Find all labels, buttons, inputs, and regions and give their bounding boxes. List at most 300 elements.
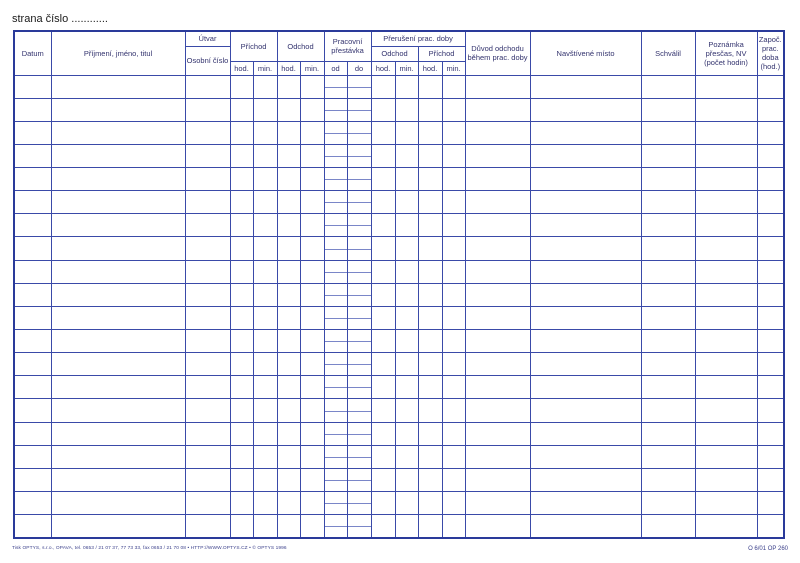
cell-odchod-min[interactable]	[300, 75, 324, 98]
cell-odchod-hod[interactable]	[277, 445, 300, 468]
cell-datum[interactable]	[14, 492, 51, 515]
cell-jmeno[interactable]	[51, 75, 185, 98]
cell-preruseni-prichod-hod[interactable]	[418, 214, 442, 237]
cell-preruseni-odchod-min[interactable]	[395, 515, 418, 538]
cell-datum[interactable]	[14, 306, 51, 329]
cell-utvar[interactable]	[185, 306, 230, 329]
cell-poznamka[interactable]	[695, 515, 757, 538]
cell-navstivene[interactable]	[530, 121, 641, 144]
cell-prichod-min[interactable]	[253, 144, 277, 167]
cell-preruseni-odchod-min[interactable]	[395, 376, 418, 399]
cell-duvod[interactable]	[465, 283, 530, 306]
cell-zapoc[interactable]	[757, 468, 784, 491]
cell-preruseni-odchod-min[interactable]	[395, 168, 418, 191]
cell-datum[interactable]	[14, 445, 51, 468]
cell-poznamka[interactable]	[695, 306, 757, 329]
cell-odchod-hod[interactable]	[277, 121, 300, 144]
cell-prichod-min[interactable]	[253, 445, 277, 468]
cell-preruseni-prichod-hod[interactable]	[418, 376, 442, 399]
cell-utvar[interactable]	[185, 330, 230, 353]
cell-zapoc[interactable]	[757, 237, 784, 260]
cell-prestavka-do[interactable]	[347, 330, 371, 353]
cell-duvod[interactable]	[465, 492, 530, 515]
cell-poznamka[interactable]	[695, 422, 757, 445]
cell-schvalil[interactable]	[641, 445, 695, 468]
cell-prichod-hod[interactable]	[230, 468, 253, 491]
cell-jmeno[interactable]	[51, 445, 185, 468]
cell-preruseni-odchod-min[interactable]	[395, 306, 418, 329]
cell-poznamka[interactable]	[695, 353, 757, 376]
cell-zapoc[interactable]	[757, 214, 784, 237]
cell-duvod[interactable]	[465, 214, 530, 237]
cell-odchod-min[interactable]	[300, 121, 324, 144]
cell-prestavka-od[interactable]	[324, 515, 347, 538]
cell-odchod-min[interactable]	[300, 445, 324, 468]
cell-preruseni-prichod-min[interactable]	[442, 168, 465, 191]
cell-preruseni-prichod-hod[interactable]	[418, 191, 442, 214]
cell-preruseni-prichod-min[interactable]	[442, 98, 465, 121]
cell-utvar[interactable]	[185, 468, 230, 491]
cell-jmeno[interactable]	[51, 376, 185, 399]
cell-odchod-hod[interactable]	[277, 399, 300, 422]
cell-prichod-hod[interactable]	[230, 515, 253, 538]
cell-duvod[interactable]	[465, 422, 530, 445]
cell-poznamka[interactable]	[695, 260, 757, 283]
cell-jmeno[interactable]	[51, 98, 185, 121]
cell-preruseni-odchod-min[interactable]	[395, 353, 418, 376]
cell-duvod[interactable]	[465, 515, 530, 538]
cell-preruseni-prichod-hod[interactable]	[418, 445, 442, 468]
cell-preruseni-prichod-hod[interactable]	[418, 168, 442, 191]
cell-odchod-min[interactable]	[300, 306, 324, 329]
cell-preruseni-odchod-hod[interactable]	[371, 168, 395, 191]
cell-odchod-hod[interactable]	[277, 144, 300, 167]
cell-poznamka[interactable]	[695, 492, 757, 515]
cell-schvalil[interactable]	[641, 214, 695, 237]
cell-poznamka[interactable]	[695, 330, 757, 353]
cell-zapoc[interactable]	[757, 376, 784, 399]
cell-poznamka[interactable]	[695, 237, 757, 260]
cell-odchod-hod[interactable]	[277, 422, 300, 445]
cell-zapoc[interactable]	[757, 399, 784, 422]
cell-duvod[interactable]	[465, 168, 530, 191]
cell-poznamka[interactable]	[695, 98, 757, 121]
cell-datum[interactable]	[14, 468, 51, 491]
cell-prestavka-od[interactable]	[324, 376, 347, 399]
cell-jmeno[interactable]	[51, 468, 185, 491]
cell-navstivene[interactable]	[530, 399, 641, 422]
cell-prestavka-od[interactable]	[324, 306, 347, 329]
cell-zapoc[interactable]	[757, 75, 784, 98]
cell-utvar[interactable]	[185, 422, 230, 445]
cell-zapoc[interactable]	[757, 144, 784, 167]
cell-prestavka-do[interactable]	[347, 144, 371, 167]
cell-duvod[interactable]	[465, 330, 530, 353]
cell-poznamka[interactable]	[695, 376, 757, 399]
cell-preruseni-odchod-hod[interactable]	[371, 492, 395, 515]
cell-odchod-hod[interactable]	[277, 515, 300, 538]
cell-prestavka-od[interactable]	[324, 121, 347, 144]
cell-datum[interactable]	[14, 75, 51, 98]
cell-prestavka-od[interactable]	[324, 191, 347, 214]
cell-datum[interactable]	[14, 330, 51, 353]
cell-preruseni-prichod-hod[interactable]	[418, 75, 442, 98]
cell-schvalil[interactable]	[641, 306, 695, 329]
cell-preruseni-odchod-hod[interactable]	[371, 353, 395, 376]
cell-prichod-min[interactable]	[253, 306, 277, 329]
cell-odchod-hod[interactable]	[277, 283, 300, 306]
cell-jmeno[interactable]	[51, 492, 185, 515]
cell-datum[interactable]	[14, 283, 51, 306]
cell-prichod-min[interactable]	[253, 121, 277, 144]
cell-preruseni-prichod-min[interactable]	[442, 121, 465, 144]
cell-odchod-min[interactable]	[300, 98, 324, 121]
cell-jmeno[interactable]	[51, 214, 185, 237]
cell-navstivene[interactable]	[530, 306, 641, 329]
cell-utvar[interactable]	[185, 121, 230, 144]
cell-preruseni-prichod-hod[interactable]	[418, 144, 442, 167]
cell-preruseni-odchod-min[interactable]	[395, 260, 418, 283]
cell-schvalil[interactable]	[641, 237, 695, 260]
cell-preruseni-prichod-min[interactable]	[442, 260, 465, 283]
cell-prestavka-od[interactable]	[324, 75, 347, 98]
cell-prichod-hod[interactable]	[230, 306, 253, 329]
cell-duvod[interactable]	[465, 468, 530, 491]
cell-prestavka-do[interactable]	[347, 399, 371, 422]
cell-prestavka-do[interactable]	[347, 75, 371, 98]
cell-utvar[interactable]	[185, 283, 230, 306]
cell-prestavka-do[interactable]	[347, 98, 371, 121]
cell-prichod-min[interactable]	[253, 75, 277, 98]
cell-preruseni-prichod-hod[interactable]	[418, 353, 442, 376]
cell-utvar[interactable]	[185, 515, 230, 538]
cell-odchod-hod[interactable]	[277, 98, 300, 121]
cell-preruseni-odchod-hod[interactable]	[371, 121, 395, 144]
cell-navstivene[interactable]	[530, 515, 641, 538]
cell-odchod-min[interactable]	[300, 283, 324, 306]
cell-preruseni-prichod-min[interactable]	[442, 445, 465, 468]
cell-prestavka-od[interactable]	[324, 492, 347, 515]
cell-preruseni-odchod-min[interactable]	[395, 422, 418, 445]
cell-datum[interactable]	[14, 98, 51, 121]
cell-preruseni-prichod-hod[interactable]	[418, 260, 442, 283]
cell-preruseni-odchod-min[interactable]	[395, 445, 418, 468]
cell-preruseni-odchod-hod[interactable]	[371, 399, 395, 422]
cell-prichod-hod[interactable]	[230, 168, 253, 191]
cell-prestavka-do[interactable]	[347, 214, 371, 237]
cell-utvar[interactable]	[185, 168, 230, 191]
cell-duvod[interactable]	[465, 306, 530, 329]
cell-jmeno[interactable]	[51, 330, 185, 353]
cell-preruseni-prichod-hod[interactable]	[418, 283, 442, 306]
cell-utvar[interactable]	[185, 353, 230, 376]
cell-preruseni-odchod-hod[interactable]	[371, 515, 395, 538]
cell-preruseni-odchod-hod[interactable]	[371, 445, 395, 468]
cell-odchod-min[interactable]	[300, 214, 324, 237]
cell-jmeno[interactable]	[51, 191, 185, 214]
cell-duvod[interactable]	[465, 144, 530, 167]
cell-preruseni-prichod-min[interactable]	[442, 191, 465, 214]
cell-preruseni-odchod-min[interactable]	[395, 75, 418, 98]
cell-preruseni-prichod-min[interactable]	[442, 237, 465, 260]
cell-preruseni-odchod-min[interactable]	[395, 468, 418, 491]
cell-preruseni-prichod-min[interactable]	[442, 283, 465, 306]
cell-preruseni-odchod-hod[interactable]	[371, 330, 395, 353]
cell-prichod-hod[interactable]	[230, 492, 253, 515]
cell-odchod-hod[interactable]	[277, 168, 300, 191]
cell-prichod-min[interactable]	[253, 399, 277, 422]
cell-odchod-hod[interactable]	[277, 75, 300, 98]
cell-prestavka-od[interactable]	[324, 422, 347, 445]
cell-navstivene[interactable]	[530, 75, 641, 98]
cell-preruseni-odchod-min[interactable]	[395, 144, 418, 167]
cell-odchod-min[interactable]	[300, 492, 324, 515]
cell-odchod-hod[interactable]	[277, 306, 300, 329]
cell-preruseni-odchod-min[interactable]	[395, 191, 418, 214]
cell-prichod-min[interactable]	[253, 353, 277, 376]
cell-odchod-hod[interactable]	[277, 237, 300, 260]
cell-duvod[interactable]	[465, 191, 530, 214]
cell-zapoc[interactable]	[757, 283, 784, 306]
cell-datum[interactable]	[14, 515, 51, 538]
cell-prichod-min[interactable]	[253, 492, 277, 515]
cell-zapoc[interactable]	[757, 168, 784, 191]
cell-schvalil[interactable]	[641, 492, 695, 515]
cell-preruseni-odchod-hod[interactable]	[371, 283, 395, 306]
cell-prestavka-do[interactable]	[347, 353, 371, 376]
cell-utvar[interactable]	[185, 75, 230, 98]
cell-preruseni-odchod-min[interactable]	[395, 283, 418, 306]
cell-prichod-min[interactable]	[253, 468, 277, 491]
cell-poznamka[interactable]	[695, 445, 757, 468]
cell-datum[interactable]	[14, 214, 51, 237]
cell-navstivene[interactable]	[530, 237, 641, 260]
cell-prichod-hod[interactable]	[230, 260, 253, 283]
cell-navstivene[interactable]	[530, 468, 641, 491]
cell-prestavka-do[interactable]	[347, 260, 371, 283]
cell-utvar[interactable]	[185, 237, 230, 260]
cell-navstivene[interactable]	[530, 98, 641, 121]
cell-preruseni-odchod-min[interactable]	[395, 121, 418, 144]
cell-datum[interactable]	[14, 121, 51, 144]
cell-schvalil[interactable]	[641, 515, 695, 538]
cell-prestavka-od[interactable]	[324, 399, 347, 422]
cell-prestavka-od[interactable]	[324, 445, 347, 468]
cell-prestavka-do[interactable]	[347, 283, 371, 306]
cell-prestavka-do[interactable]	[347, 492, 371, 515]
cell-prichod-hod[interactable]	[230, 376, 253, 399]
cell-preruseni-odchod-min[interactable]	[395, 399, 418, 422]
cell-odchod-min[interactable]	[300, 353, 324, 376]
cell-odchod-min[interactable]	[300, 191, 324, 214]
cell-preruseni-prichod-min[interactable]	[442, 75, 465, 98]
cell-datum[interactable]	[14, 191, 51, 214]
cell-zapoc[interactable]	[757, 422, 784, 445]
cell-duvod[interactable]	[465, 376, 530, 399]
cell-utvar[interactable]	[185, 260, 230, 283]
cell-prestavka-do[interactable]	[347, 422, 371, 445]
cell-schvalil[interactable]	[641, 468, 695, 491]
cell-prichod-min[interactable]	[253, 330, 277, 353]
cell-prichod-min[interactable]	[253, 168, 277, 191]
cell-poznamka[interactable]	[695, 283, 757, 306]
cell-schvalil[interactable]	[641, 168, 695, 191]
cell-odchod-min[interactable]	[300, 376, 324, 399]
cell-schvalil[interactable]	[641, 330, 695, 353]
cell-duvod[interactable]	[465, 121, 530, 144]
cell-preruseni-prichod-min[interactable]	[442, 515, 465, 538]
cell-preruseni-prichod-hod[interactable]	[418, 468, 442, 491]
cell-odchod-hod[interactable]	[277, 330, 300, 353]
cell-odchod-min[interactable]	[300, 330, 324, 353]
cell-odchod-min[interactable]	[300, 260, 324, 283]
cell-utvar[interactable]	[185, 191, 230, 214]
cell-schvalil[interactable]	[641, 283, 695, 306]
cell-prestavka-od[interactable]	[324, 168, 347, 191]
cell-prichod-min[interactable]	[253, 214, 277, 237]
cell-jmeno[interactable]	[51, 399, 185, 422]
cell-navstivene[interactable]	[530, 445, 641, 468]
cell-odchod-hod[interactable]	[277, 376, 300, 399]
cell-odchod-min[interactable]	[300, 468, 324, 491]
cell-jmeno[interactable]	[51, 353, 185, 376]
cell-jmeno[interactable]	[51, 283, 185, 306]
cell-preruseni-odchod-min[interactable]	[395, 330, 418, 353]
cell-prestavka-od[interactable]	[324, 144, 347, 167]
cell-prestavka-od[interactable]	[324, 98, 347, 121]
cell-odchod-hod[interactable]	[277, 353, 300, 376]
cell-preruseni-odchod-hod[interactable]	[371, 214, 395, 237]
cell-prichod-hod[interactable]	[230, 330, 253, 353]
cell-prichod-hod[interactable]	[230, 353, 253, 376]
cell-odchod-min[interactable]	[300, 237, 324, 260]
cell-navstivene[interactable]	[530, 214, 641, 237]
cell-datum[interactable]	[14, 237, 51, 260]
cell-duvod[interactable]	[465, 353, 530, 376]
cell-prestavka-do[interactable]	[347, 515, 371, 538]
cell-navstivene[interactable]	[530, 144, 641, 167]
cell-navstivene[interactable]	[530, 168, 641, 191]
cell-navstivene[interactable]	[530, 283, 641, 306]
cell-jmeno[interactable]	[51, 422, 185, 445]
cell-prestavka-do[interactable]	[347, 376, 371, 399]
cell-prichod-hod[interactable]	[230, 98, 253, 121]
cell-datum[interactable]	[14, 376, 51, 399]
cell-duvod[interactable]	[465, 75, 530, 98]
cell-schvalil[interactable]	[641, 75, 695, 98]
cell-prestavka-do[interactable]	[347, 237, 371, 260]
cell-prichod-min[interactable]	[253, 191, 277, 214]
cell-preruseni-prichod-min[interactable]	[442, 492, 465, 515]
cell-preruseni-odchod-min[interactable]	[395, 98, 418, 121]
cell-prestavka-do[interactable]	[347, 191, 371, 214]
cell-navstivene[interactable]	[530, 422, 641, 445]
cell-prestavka-do[interactable]	[347, 306, 371, 329]
cell-prestavka-od[interactable]	[324, 468, 347, 491]
cell-prichod-hod[interactable]	[230, 121, 253, 144]
cell-preruseni-prichod-hod[interactable]	[418, 515, 442, 538]
cell-prichod-min[interactable]	[253, 422, 277, 445]
cell-preruseni-prichod-hod[interactable]	[418, 330, 442, 353]
cell-preruseni-odchod-min[interactable]	[395, 214, 418, 237]
cell-prichod-hod[interactable]	[230, 75, 253, 98]
cell-preruseni-odchod-hod[interactable]	[371, 468, 395, 491]
cell-utvar[interactable]	[185, 214, 230, 237]
cell-odchod-min[interactable]	[300, 168, 324, 191]
cell-prestavka-od[interactable]	[324, 260, 347, 283]
cell-odchod-hod[interactable]	[277, 260, 300, 283]
cell-navstivene[interactable]	[530, 376, 641, 399]
cell-odchod-min[interactable]	[300, 399, 324, 422]
cell-preruseni-odchod-hod[interactable]	[371, 75, 395, 98]
cell-zapoc[interactable]	[757, 191, 784, 214]
cell-utvar[interactable]	[185, 445, 230, 468]
cell-zapoc[interactable]	[757, 492, 784, 515]
cell-utvar[interactable]	[185, 376, 230, 399]
cell-prestavka-od[interactable]	[324, 330, 347, 353]
cell-duvod[interactable]	[465, 98, 530, 121]
cell-utvar[interactable]	[185, 144, 230, 167]
cell-jmeno[interactable]	[51, 306, 185, 329]
cell-poznamka[interactable]	[695, 168, 757, 191]
cell-datum[interactable]	[14, 168, 51, 191]
cell-datum[interactable]	[14, 144, 51, 167]
cell-navstivene[interactable]	[530, 330, 641, 353]
cell-prichod-hod[interactable]	[230, 214, 253, 237]
cell-zapoc[interactable]	[757, 260, 784, 283]
cell-poznamka[interactable]	[695, 214, 757, 237]
cell-schvalil[interactable]	[641, 376, 695, 399]
cell-zapoc[interactable]	[757, 353, 784, 376]
cell-preruseni-prichod-min[interactable]	[442, 144, 465, 167]
cell-prichod-hod[interactable]	[230, 399, 253, 422]
cell-prestavka-od[interactable]	[324, 283, 347, 306]
cell-preruseni-prichod-hod[interactable]	[418, 306, 442, 329]
cell-schvalil[interactable]	[641, 98, 695, 121]
cell-duvod[interactable]	[465, 237, 530, 260]
cell-prichod-hod[interactable]	[230, 144, 253, 167]
cell-prestavka-od[interactable]	[324, 214, 347, 237]
cell-prichod-hod[interactable]	[230, 283, 253, 306]
cell-schvalil[interactable]	[641, 353, 695, 376]
cell-schvalil[interactable]	[641, 422, 695, 445]
cell-preruseni-prichod-min[interactable]	[442, 214, 465, 237]
cell-utvar[interactable]	[185, 399, 230, 422]
cell-preruseni-odchod-hod[interactable]	[371, 191, 395, 214]
cell-poznamka[interactable]	[695, 75, 757, 98]
cell-poznamka[interactable]	[695, 468, 757, 491]
cell-preruseni-prichod-min[interactable]	[442, 330, 465, 353]
cell-odchod-hod[interactable]	[277, 214, 300, 237]
cell-prestavka-od[interactable]	[324, 353, 347, 376]
cell-schvalil[interactable]	[641, 399, 695, 422]
cell-prichod-hod[interactable]	[230, 237, 253, 260]
cell-zapoc[interactable]	[757, 445, 784, 468]
cell-preruseni-prichod-min[interactable]	[442, 376, 465, 399]
cell-preruseni-odchod-hod[interactable]	[371, 422, 395, 445]
cell-datum[interactable]	[14, 353, 51, 376]
cell-poznamka[interactable]	[695, 121, 757, 144]
cell-prichod-min[interactable]	[253, 237, 277, 260]
cell-prichod-min[interactable]	[253, 376, 277, 399]
cell-preruseni-prichod-hod[interactable]	[418, 422, 442, 445]
cell-prestavka-do[interactable]	[347, 168, 371, 191]
cell-odchod-min[interactable]	[300, 144, 324, 167]
cell-schvalil[interactable]	[641, 144, 695, 167]
cell-preruseni-prichod-hod[interactable]	[418, 121, 442, 144]
cell-navstivene[interactable]	[530, 191, 641, 214]
cell-navstivene[interactable]	[530, 492, 641, 515]
